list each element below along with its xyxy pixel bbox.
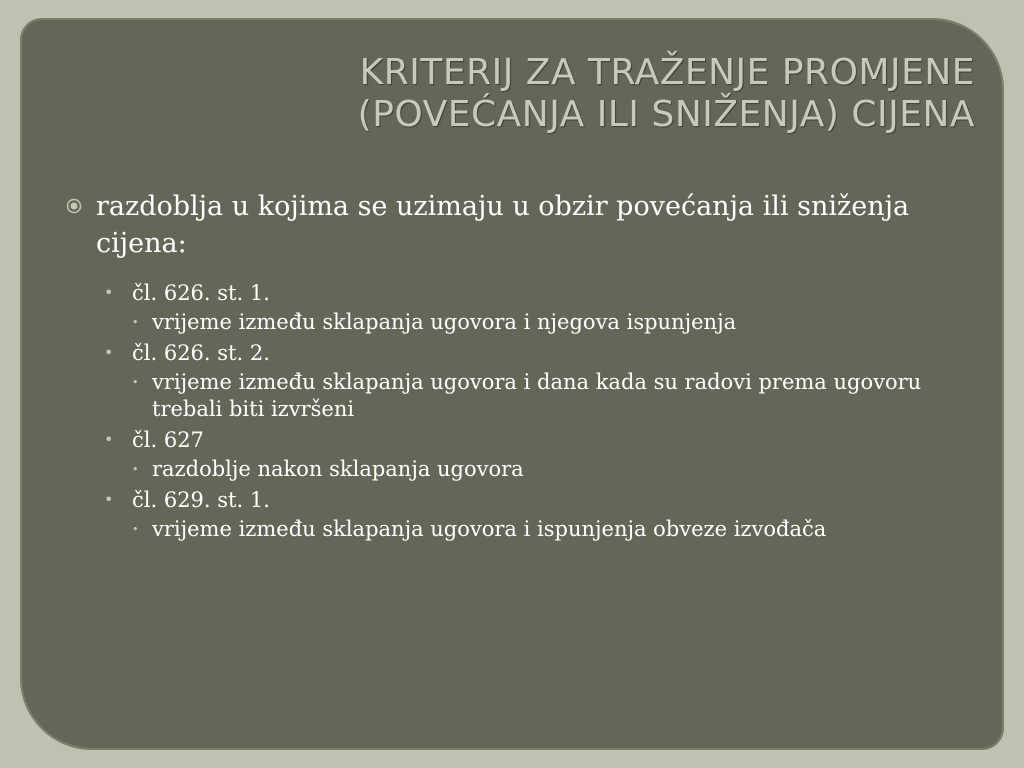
article-detail-text: vrijeme između sklapanja ugovora i dana kada su radovi prema ugovoru trebali biti izvršeni [152,370,922,421]
article-detail-3 [132,456,970,483]
article-detail-2 [132,369,970,423]
article-item-4 [104,485,970,515]
slide-title-line-2: (POVEĆANJA ILI SNIŽENJA) CIJENA [357,94,975,135]
small-dot-icon: • [132,463,139,476]
dot-icon: • [104,430,114,449]
article-label: čl. 626. st. 2. [132,341,270,365]
article-detail-4 [132,516,970,543]
article-detail-text: vrijeme između sklapanja ugovora i ispunjenja obveze izvođača [152,517,827,541]
slide-frame [20,18,1004,750]
article-detail-text: vrijeme između sklapanja ugovora i njegova ispunjenja [152,310,737,334]
small-dot-icon: • [132,523,139,536]
small-dot-icon: • [132,316,139,329]
article-item-3 [104,425,970,455]
circle-target-icon [66,198,82,214]
article-label: čl. 626. st. 1. [132,281,270,305]
article-detail-1 [132,309,970,336]
article-detail-text: razdoblje nakon sklapanja ugovora [152,457,524,481]
main-point-text: razdoblja u kojima se uzimaju u obzir povećanja ili sniženja cijena: [96,191,910,259]
main-bullet-point [60,188,970,262]
dot-icon: • [104,343,114,362]
article-label: čl. 627 [132,428,204,452]
slide-title-line-1: KRITERIJ ZA TRAŽENJE PROMJENE [359,52,975,93]
article-label: čl. 629. st. 1. [132,488,270,512]
slide-title [130,52,975,136]
small-dot-icon: • [132,376,139,389]
slide-content [60,188,970,543]
article-item-1 [104,278,970,308]
article-item-2 [104,338,970,368]
dot-icon: • [104,490,114,509]
dot-icon: • [104,283,114,302]
